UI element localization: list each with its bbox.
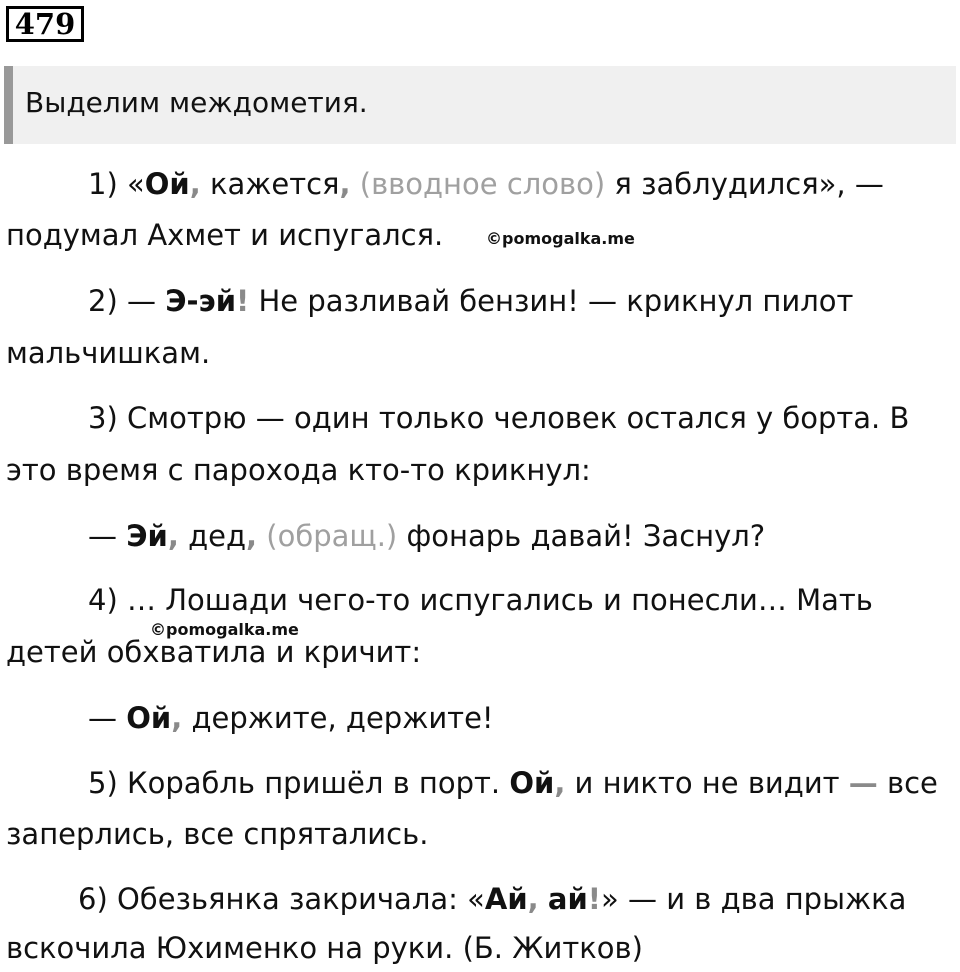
item-2-line-2: мальчишкам. (6, 336, 211, 370)
note-parenthetical: (вводное слово) (359, 167, 606, 201)
item-3-line-1: 3) Смотрю — один только человек остался у борта. В (88, 401, 910, 435)
note-parenthetical: (обращ.) (266, 519, 398, 553)
item-5-line-2: заперлись, все спрятались. (6, 817, 429, 851)
item-3-line-2: это время с парохода кто-то крикнул: (6, 453, 591, 487)
item-6-line-2: вскочила Юхименко на руки. (Б. Житков) (6, 931, 643, 965)
watermark: ©pomogalka.me (486, 229, 635, 248)
watermark: ©pomogalka.me (150, 620, 299, 639)
item-4-line-2: детей обхватила и кричит: (6, 635, 422, 669)
item-4-line-3: — Ой, держите, держите! (88, 701, 494, 735)
item-1-line-1: 1) «Ой, кажется, (вводное слово) я заблудился», — (88, 167, 884, 201)
item-5-line-1: 5) Корабль пришёл в порт. Ой, и никто не видит — все (88, 766, 938, 800)
item-2-line-1: 2) — Э-эй! Не разливай бензин! — крикнул пилот (88, 284, 854, 318)
item-4-line-1: 4) … Лошади чего-то испугались и понесли… Мать (88, 583, 873, 617)
item-6-line-1: 6) Обезьянка закричала: «Ай, ай!» — и в два прыжка (78, 882, 907, 916)
item-1-line-2: подумал Ахмет и испугался. (6, 218, 444, 252)
item-3-line-3: — Эй, дед, (обращ.) фонарь давай! Заснул? (88, 519, 766, 553)
header-text: Выделим междометия. (25, 86, 368, 119)
section-header (4, 66, 956, 144)
task-number: 479 (6, 6, 84, 42)
